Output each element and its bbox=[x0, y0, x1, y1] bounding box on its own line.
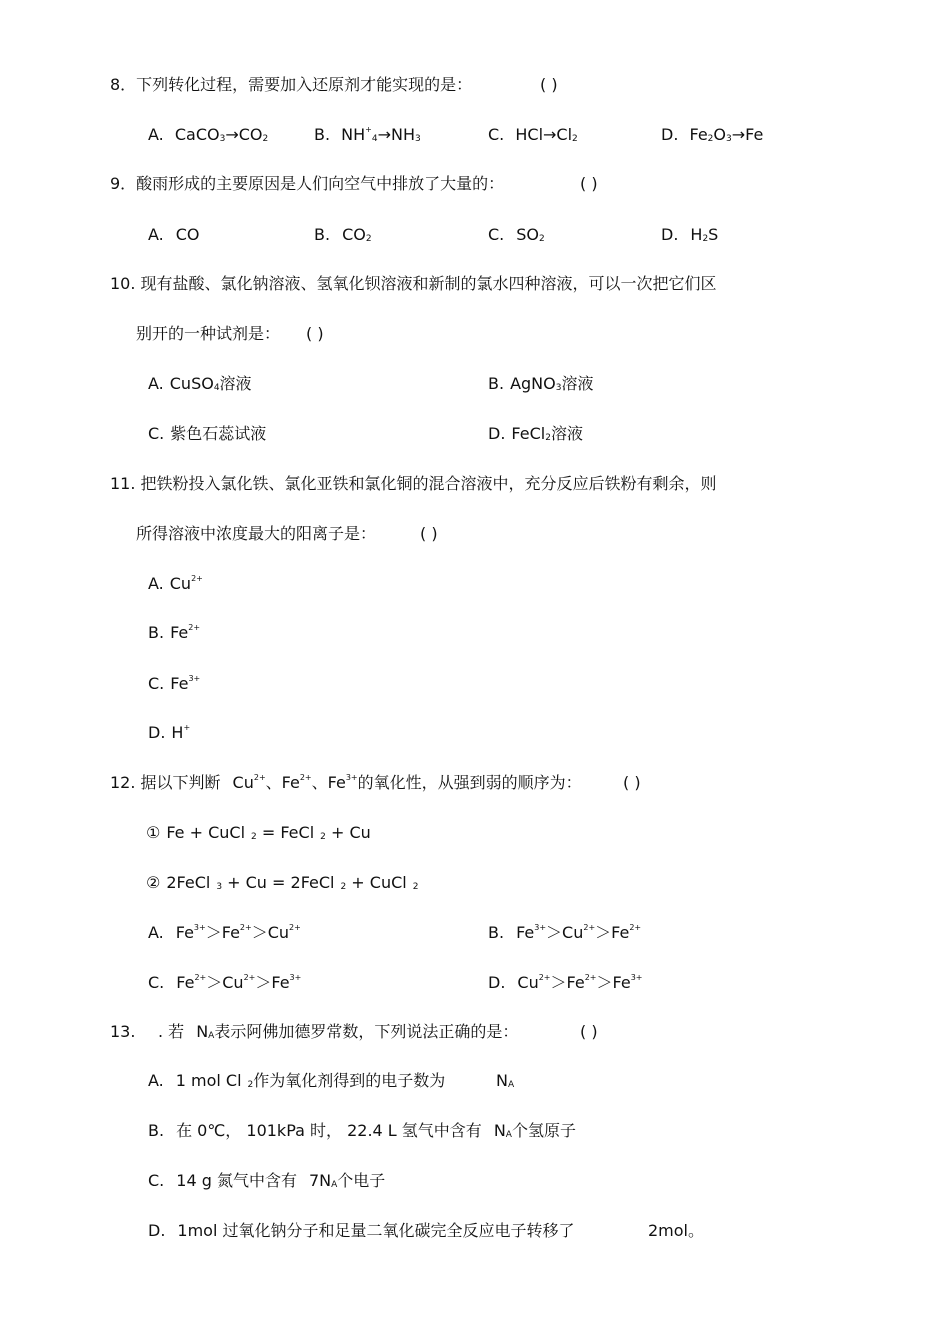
q13-option-a-na: $N_A$ bbox=[496, 1071, 515, 1090]
q13-option-a: A. 1 mol Cl $_2$作为氧化剂得到的电子数为 bbox=[148, 1071, 446, 1090]
q13-option-d: D. 1mol 过氧化钠分子和足量二氧化碳完全反应电子转移了 bbox=[148, 1221, 575, 1240]
q12-option-d: D. $Cu^{2+}>Fe^{2+}>Fe^{3+}$ bbox=[488, 973, 643, 992]
q9-option-d: D. $H_2S$ bbox=[661, 225, 719, 244]
q10-stem-line2: 别开的一种试剂是： bbox=[136, 324, 281, 343]
q10-option-b: B. AgNO$_3$溶液 bbox=[488, 374, 594, 393]
q9-answer-bracket: ( ) bbox=[580, 174, 598, 193]
q11-stem-line1: 11. 把铁粉投入氯化铁、氯化亚铁和氯化铜的混合溶液中，充分反应后铁粉有剩余，则 bbox=[110, 474, 717, 493]
q13-option-b: B. 在 0℃， 101kPa 时， 22.4 L 氢气中含有 $N_A$个氢原子 bbox=[148, 1121, 576, 1140]
q8-stem-text: 8．下列转化过程，需要加入还原剂才能实现的是： bbox=[110, 75, 473, 94]
q13-number: 13. bbox=[110, 1022, 136, 1041]
q9-option-c: C. $SO_2$ bbox=[488, 225, 545, 244]
q9-option-a: A. CO bbox=[148, 225, 200, 244]
q9-option-b: B. $CO_2$ bbox=[314, 225, 372, 244]
q12-stem: 12. 据以下判断 $Cu^{2+}$、$Fe^{2+}$、$Fe^{3+}$的氧化性，从强到弱的顺序为： bbox=[110, 773, 582, 792]
q12-option-a: A. $Fe^{3+}>Fe^{2+}>Cu^{2+}$ bbox=[148, 923, 301, 942]
q9-stem: 9．酸雨形成的主要原因是人们向空气中排放了大量的： bbox=[110, 174, 505, 193]
q12-equation-2: ② 2FeCl $_3$ + Cu = 2FeCl $_2$ + CuCl $_2$ bbox=[146, 873, 419, 892]
q10-option-c: C. 紫色石蕊试液 bbox=[148, 424, 267, 443]
q8-option-c: C. $HCl\to Cl_2$ bbox=[488, 125, 578, 144]
q12-equation-1: ① Fe + CuCl $_2$ = FeCl $_2$ + Cu bbox=[146, 823, 371, 842]
q8-stem bbox=[110, 75, 472, 95]
q8-answer-bracket: ( ) bbox=[540, 75, 558, 94]
q11-option-a: A. $Cu^{2+}$ bbox=[148, 574, 203, 593]
q12-option-c: C. $Fe^{2+}>Cu^{2+}>Fe^{3+}$ bbox=[148, 973, 302, 992]
q10-answer-bracket: ( ) bbox=[306, 324, 324, 343]
q11-option-c: C. $Fe^{3+}$ bbox=[148, 674, 201, 693]
q10-option-a: A. CuSO$_4$溶液 bbox=[148, 374, 252, 393]
q8-option-a: A. $CaCO_3\to CO_2$ bbox=[148, 125, 269, 144]
q10-option-d: D. FeCl$_2$溶液 bbox=[488, 424, 583, 443]
q11-stem-line2: 所得溶液中浓度最大的阳离子是： bbox=[136, 524, 377, 543]
q11-option-b: B. $Fe^{2+}$ bbox=[148, 623, 201, 642]
q13-option-d-tail: 2mol。 bbox=[648, 1221, 705, 1240]
q13-answer-bracket: ( ) bbox=[580, 1022, 598, 1041]
q10-stem-line1: 10. 现有盐酸、氯化钠溶液、氢氧化钡溶液和新制的氯水四种溶液，可以一次把它们区 bbox=[110, 274, 717, 293]
q11-answer-bracket: ( ) bbox=[420, 524, 438, 543]
q8-option-b: B. $NH^+_4\to NH_3$ bbox=[314, 125, 421, 144]
q11-option-d: D. H+ bbox=[148, 723, 191, 742]
q12-option-b: B. $Fe^{3+}>Cu^{2+}>Fe^{2+}$ bbox=[488, 923, 642, 942]
q12-answer-bracket: ( ) bbox=[623, 773, 641, 792]
q13-stem: . 若 $N_A$表示阿佛加德罗常数，下列说法正确的是： bbox=[158, 1022, 519, 1041]
q8-option-d: D. $Fe_2O_3\to Fe$ bbox=[661, 125, 764, 144]
q13-option-c: C. 14 g 氮气中含有 $7N_A$个电子 bbox=[148, 1171, 386, 1190]
